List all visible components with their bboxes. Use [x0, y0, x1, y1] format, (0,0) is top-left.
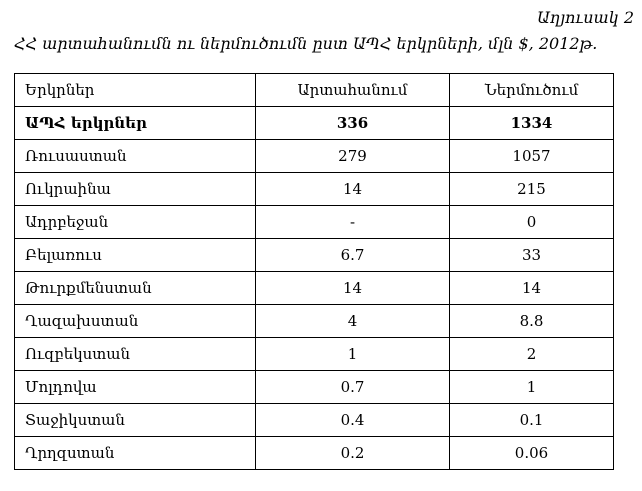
country-cell: Թուրքմենստան [15, 272, 256, 305]
export-cell: 0.4 [256, 404, 450, 437]
country-cell: Ռուսաստան [15, 140, 256, 173]
import-cell: 1334 [450, 107, 614, 140]
import-cell: 0 [450, 206, 614, 239]
export-cell: 1 [256, 338, 450, 371]
import-cell: 8.8 [450, 305, 614, 338]
export-cell: 14 [256, 272, 450, 305]
country-cell: Ուզբեկստան [15, 338, 256, 371]
import-cell: 2 [450, 338, 614, 371]
header-country: Երկրներ [15, 74, 256, 107]
import-cell: 215 [450, 173, 614, 206]
export-cell: 4 [256, 305, 450, 338]
export-cell: 279 [256, 140, 450, 173]
header-export: Արտահանում [256, 74, 450, 107]
table-row [15, 206, 614, 239]
table-row [15, 272, 614, 305]
import-cell: 14 [450, 272, 614, 305]
export-cell: 336 [256, 107, 450, 140]
table-caption: ՀՀ արտահանումն ու ներմուծումն ըստ ԱՊՀ երկրների, մլն $, 2012թ. [14, 34, 598, 53]
export-cell: - [256, 206, 450, 239]
country-cell: Ադրբեջան [15, 206, 256, 239]
export-cell: 14 [256, 173, 450, 206]
country-cell: Ուկրաինա [15, 173, 256, 206]
table-row [15, 305, 614, 338]
country-cell: Ղազախստան [15, 305, 256, 338]
import-cell: 0.06 [450, 437, 614, 470]
trade-table [14, 73, 614, 470]
table-label: Աղյուսակ 2 [537, 8, 634, 27]
import-cell: 1057 [450, 140, 614, 173]
table-row [15, 140, 614, 173]
table-row-total [15, 107, 614, 140]
table-row [15, 371, 614, 404]
country-cell: Մոլդովա [15, 371, 256, 404]
header-row [15, 74, 614, 107]
export-cell: 6.7 [256, 239, 450, 272]
country-cell: Բելառուս [15, 239, 256, 272]
export-cell: 0.2 [256, 437, 450, 470]
import-cell: 0.1 [450, 404, 614, 437]
table-row [15, 173, 614, 206]
country-cell: Տաջիկստան [15, 404, 256, 437]
table-row [15, 437, 614, 470]
export-cell: 0.7 [256, 371, 450, 404]
table-row [15, 338, 614, 371]
country-cell: ԱՊՀ երկրներ [15, 107, 256, 140]
import-cell: 33 [450, 239, 614, 272]
table-row [15, 239, 614, 272]
import-cell: 1 [450, 371, 614, 404]
country-cell: Ղրղզստան [15, 437, 256, 470]
header-import: Ներմուծում [450, 74, 614, 107]
table-row [15, 404, 614, 437]
